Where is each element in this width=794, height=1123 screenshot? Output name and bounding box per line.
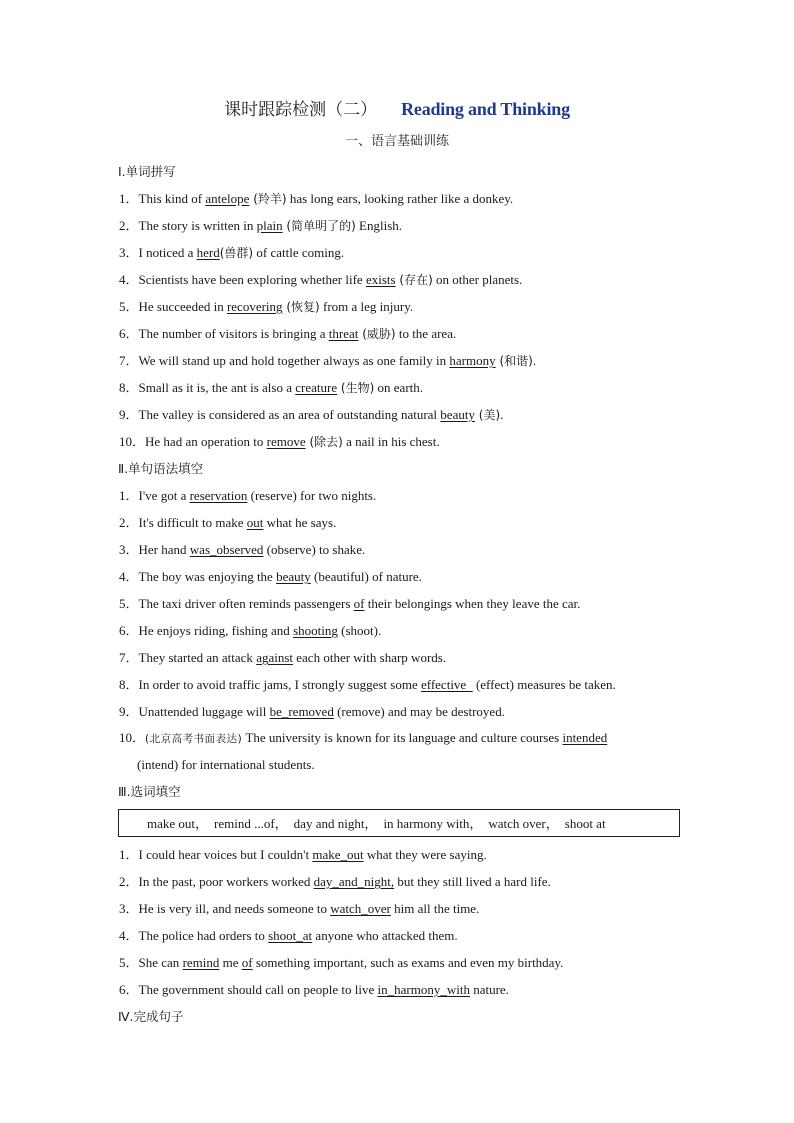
answer-blank: creature <box>295 380 338 395</box>
section-4-heading <box>118 1003 688 1030</box>
answer-blank: shoot_at <box>268 928 313 943</box>
answer-blank: reservation <box>189 488 248 503</box>
exercise-item: 7．We will stand up and hold together always as one family in harmony (和谐). <box>119 353 537 368</box>
exercise-item: 3．Her hand was_observed (observe) to shake. <box>119 542 366 557</box>
word-bank-item: watch over， <box>488 816 559 831</box>
exercise-item: 4．Scientists have been exploring whether life exists (存在) on other planets. <box>119 272 523 287</box>
exercise-item: 9．Unattended luggage will be_removed (remove) and may be destroyed. <box>119 704 505 719</box>
section-3-number: Ⅲ. <box>118 784 131 799</box>
answer-blank: in_harmony_with <box>377 982 470 997</box>
exercise-item: 4．The police had orders to shoot_at anyone who attacked them. <box>119 928 458 943</box>
exercise-item: 5．The taxi driver often reminds passengers of their belongings when they leave the car. <box>119 596 581 611</box>
exercise-item: 5．She can remind me of something important, such as exams and even my birthday. <box>119 955 564 970</box>
exercise-item: 1．This kind of antelope (羚羊) has long ears, looking rather like a donkey. <box>119 191 514 206</box>
exercise-item: 10．He had an operation to remove (除去) a nail in his chest. <box>119 434 440 449</box>
title-english: Reading and Thinking <box>401 99 570 119</box>
answer-blank: harmony <box>449 353 496 368</box>
answer-blank: antelope <box>205 191 250 206</box>
page-title <box>0 97 794 122</box>
answer-blank: make_out <box>312 847 364 862</box>
answer-blank: intended <box>562 730 608 745</box>
title-chinese: 课时跟踪检测（二） <box>224 100 378 120</box>
answer-blank: recovering <box>226 299 283 314</box>
section-4-title: 完成句子 <box>133 1009 184 1024</box>
answer-blank: exists <box>365 272 396 287</box>
word-bank-item: shoot at <box>564 816 606 831</box>
answer-blank: remove <box>266 434 306 449</box>
answer-blank: against <box>256 650 294 665</box>
answer-blank: remind <box>182 955 220 970</box>
exercise-item: 6．The number of visitors is bringing a threat (威胁) to the area. <box>119 326 457 341</box>
answer-blank: plain <box>256 218 283 233</box>
exercise-item: 3．He is very ill, and needs someone to watch_over him all the time. <box>119 901 480 916</box>
exercise-item: 3．I noticed a herd(兽群) of cattle coming. <box>119 245 345 260</box>
exercise-item-10: 10．(北京高考书面表达) The university is known for its language and culture courses intended (intend) for international students. <box>119 730 608 772</box>
exercise-item: 6．He enjoys riding, fishing and shooting (shoot). <box>119 623 382 638</box>
word-bank-item: make out， <box>147 816 209 831</box>
answer-blank: of <box>241 955 253 970</box>
answer-blank: out <box>246 515 264 530</box>
worksheet-content <box>118 158 688 1030</box>
section-1-heading <box>118 158 688 185</box>
section-subtitle: 一、语言基础训练 <box>344 134 449 149</box>
answer-blank: beauty <box>276 569 311 584</box>
exercise-item: 2．It's difficult to make out what he says. <box>119 515 337 530</box>
answer-blank: herd <box>196 245 220 260</box>
section-4-number: Ⅳ. <box>118 1009 134 1024</box>
answer-blank: threat <box>328 326 359 341</box>
exercise-item: 1．I could hear voices but I couldn't make_out what they were saying. <box>119 847 487 862</box>
word-bank-item: remind ...of， <box>214 816 288 831</box>
exercise-item: 6．The government should call on people to live in_harmony_with nature. <box>119 982 509 997</box>
exercise-item: 8．In order to avoid traffic jams, I strongly suggest some effective (effect) measures be taken. <box>119 677 616 692</box>
section-2-number: Ⅱ. <box>118 461 129 476</box>
section-1-title: 单词拼写 <box>125 164 176 179</box>
answer-blank: was_observed <box>189 542 264 557</box>
exercise-item: 5．He succeeded in recovering (恢复) from a leg injury. <box>119 299 414 314</box>
word-bank-item: in harmony with， <box>383 816 483 831</box>
answer-blank: effective <box>420 677 473 692</box>
section-1-number: Ⅰ. <box>118 164 126 179</box>
word-bank-box <box>118 809 680 837</box>
answer-blank: day_and_night, <box>313 874 395 889</box>
answer-blank: shooting <box>293 623 338 638</box>
exercise-item: 2．In the past, poor workers worked day_and_night, but they still lived a hard life. <box>119 874 551 889</box>
word-bank-item: day and night， <box>293 816 378 831</box>
exercise-item: 1．I've got a reservation (reserve) for two nights. <box>119 488 377 503</box>
answer-blank: of <box>353 596 365 611</box>
section-3-title: 选词填空 <box>130 784 181 799</box>
exercise-item: 7．They started an attack against each other with sharp words. <box>119 650 447 665</box>
exercise-item: 4．The boy was enjoying the beauty (beautiful) of nature. <box>119 569 422 584</box>
section-2-heading <box>118 455 688 482</box>
section-2-title: 单句语法填空 <box>128 461 204 476</box>
section-3-heading <box>118 778 688 805</box>
answer-blank: beauty <box>440 407 475 422</box>
exercise-item: 2．The story is written in plain (简单明了的) English. <box>119 218 403 233</box>
source-note: (北京高考书面表达) <box>145 733 243 745</box>
answer-blank: watch_over <box>330 901 391 916</box>
exercise-item: 8．Small as it is, the ant is also a creature (生物) on earth. <box>119 380 424 395</box>
exercise-item: 9．The valley is considered as an area of outstanding natural beauty (美). <box>119 407 504 422</box>
answer-blank: be_removed <box>269 704 334 719</box>
